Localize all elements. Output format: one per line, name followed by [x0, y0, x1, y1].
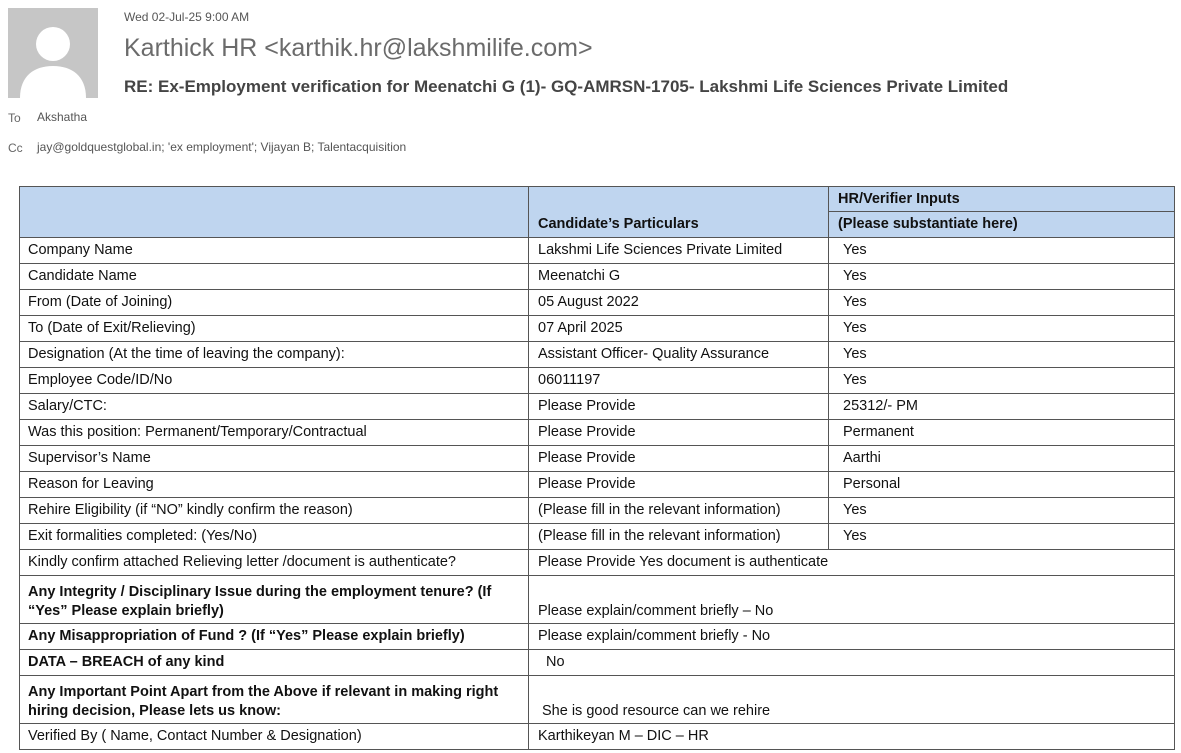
row-verifier-value: Yes: [829, 316, 1175, 342]
row-label: Candidate Name: [20, 264, 529, 290]
row-label: Any Misappropriation of Fund ? (If “Yes” Please explain briefly): [20, 624, 529, 650]
row-verifier-value: Yes: [829, 238, 1175, 264]
table-row: [20, 420, 1175, 446]
row-verifier-value: Yes: [829, 368, 1175, 394]
row-label: Supervisor’s Name: [20, 446, 529, 472]
row-merged-value: She is good resource can we rehire: [529, 676, 1175, 724]
row-label: From (Date of Joining): [20, 290, 529, 316]
table-row-merged: [20, 724, 1175, 750]
row-candidate-value: Please Provide: [529, 472, 829, 498]
row-candidate-value: 05 August 2022: [529, 290, 829, 316]
email-subject: RE: Ex-Employment verification for Meenatchi G (1)- GQ-AMRSN-1705- Lakshmi Life Sciences Private Limited: [124, 77, 1009, 96]
row-label: Kindly confirm attached Relieving letter /document is authenticate?: [20, 550, 529, 576]
row-verifier-value: Aarthi: [829, 446, 1175, 472]
to-recipients[interactable]: Akshatha: [37, 110, 88, 124]
row-candidate-value: (Please fill in the relevant information): [529, 498, 829, 524]
table-row-merged: [20, 650, 1175, 676]
table-row: [20, 238, 1175, 264]
row-merged-value: Please explain/comment briefly - No: [529, 624, 1175, 650]
row-candidate-value: Meenatchi G: [529, 264, 829, 290]
row-label: Any Integrity / Disciplinary Issue during the employment tenure? (If “Yes” Please explain briefly): [20, 576, 529, 624]
to-label: To: [8, 111, 21, 125]
row-verifier-value: Permanent: [829, 420, 1175, 446]
verification-table: [19, 186, 1175, 750]
row-candidate-value: Lakshmi Life Sciences Private Limited: [529, 238, 829, 264]
table-row: [20, 472, 1175, 498]
row-verifier-value: Yes: [829, 342, 1175, 368]
row-label: DATA – BREACH of any kind: [20, 650, 529, 676]
cc-label: Cc: [8, 141, 23, 155]
table-row-merged: [20, 676, 1175, 724]
row-candidate-value: 06011197: [529, 368, 829, 394]
table-row: [20, 394, 1175, 420]
row-verifier-value: Yes: [829, 290, 1175, 316]
person-silhouette-icon: [8, 8, 98, 98]
row-candidate-value: 07 April 2025: [529, 316, 829, 342]
table-row-merged: [20, 624, 1175, 650]
cc-recipients[interactable]: jay@goldquestglobal.in; 'ex employment'; Vijayan B; Talentacquisition: [37, 140, 407, 154]
table-row: [20, 342, 1175, 368]
table-row: [20, 446, 1175, 472]
row-label: Verified By ( Name, Contact Number & Designation): [20, 724, 529, 750]
email-timestamp: Wed 02-Jul-25 9:00 AM: [124, 10, 250, 24]
table-row: [20, 368, 1175, 394]
table-row: [20, 290, 1175, 316]
sender-avatar: [8, 8, 98, 98]
row-label: Any Important Point Apart from the Above if relevant in making right hiring decision, Please lets us know:: [20, 676, 529, 724]
row-merged-value: No: [529, 650, 1175, 676]
header-verifier-inputs: HR/Verifier Inputs: [829, 187, 1175, 212]
table-row: [20, 524, 1175, 550]
row-merged-value: Please explain/comment briefly – No: [529, 576, 1175, 624]
row-candidate-value: Please Provide: [529, 446, 829, 472]
row-label: Rehire Eligibility (if “NO” kindly confirm the reason): [20, 498, 529, 524]
row-label: Was this position: Permanent/Temporary/Contractual: [20, 420, 529, 446]
table-row-merged: [20, 576, 1175, 624]
row-label: Employee Code/ID/No: [20, 368, 529, 394]
table-row-merged: [20, 550, 1175, 576]
row-merged-value: Please Provide Yes document is authenticate: [529, 550, 1175, 576]
header-candidate-particulars: Candidate’s Particulars: [529, 187, 829, 238]
row-verifier-value: 25312/- PM: [829, 394, 1175, 420]
row-label: Salary/CTC:: [20, 394, 529, 420]
row-verifier-value: Yes: [829, 524, 1175, 550]
table-header-row: [20, 187, 1175, 212]
row-candidate-value: Please Provide: [529, 394, 829, 420]
row-label: Reason for Leaving: [20, 472, 529, 498]
row-label: Company Name: [20, 238, 529, 264]
header-substantiate: (Please substantiate here): [829, 212, 1175, 238]
table-row: [20, 264, 1175, 290]
table-row: [20, 498, 1175, 524]
row-verifier-value: Yes: [829, 498, 1175, 524]
row-label: To (Date of Exit/Relieving): [20, 316, 529, 342]
row-label: Designation (At the time of leaving the company):: [20, 342, 529, 368]
row-candidate-value: Please Provide: [529, 420, 829, 446]
row-candidate-value: Assistant Officer- Quality Assurance: [529, 342, 829, 368]
row-verifier-value: Personal: [829, 472, 1175, 498]
table-row: [20, 316, 1175, 342]
email-sender[interactable]: Karthick HR <karthik.hr@lakshmilife.com>: [124, 34, 593, 62]
row-verifier-value: Yes: [829, 264, 1175, 290]
row-label: Exit formalities completed: (Yes/No): [20, 524, 529, 550]
row-candidate-value: (Please fill in the relevant information): [529, 524, 829, 550]
header-blank-cell: [20, 187, 529, 238]
row-merged-value: Karthikeyan M – DIC – HR: [529, 724, 1175, 750]
